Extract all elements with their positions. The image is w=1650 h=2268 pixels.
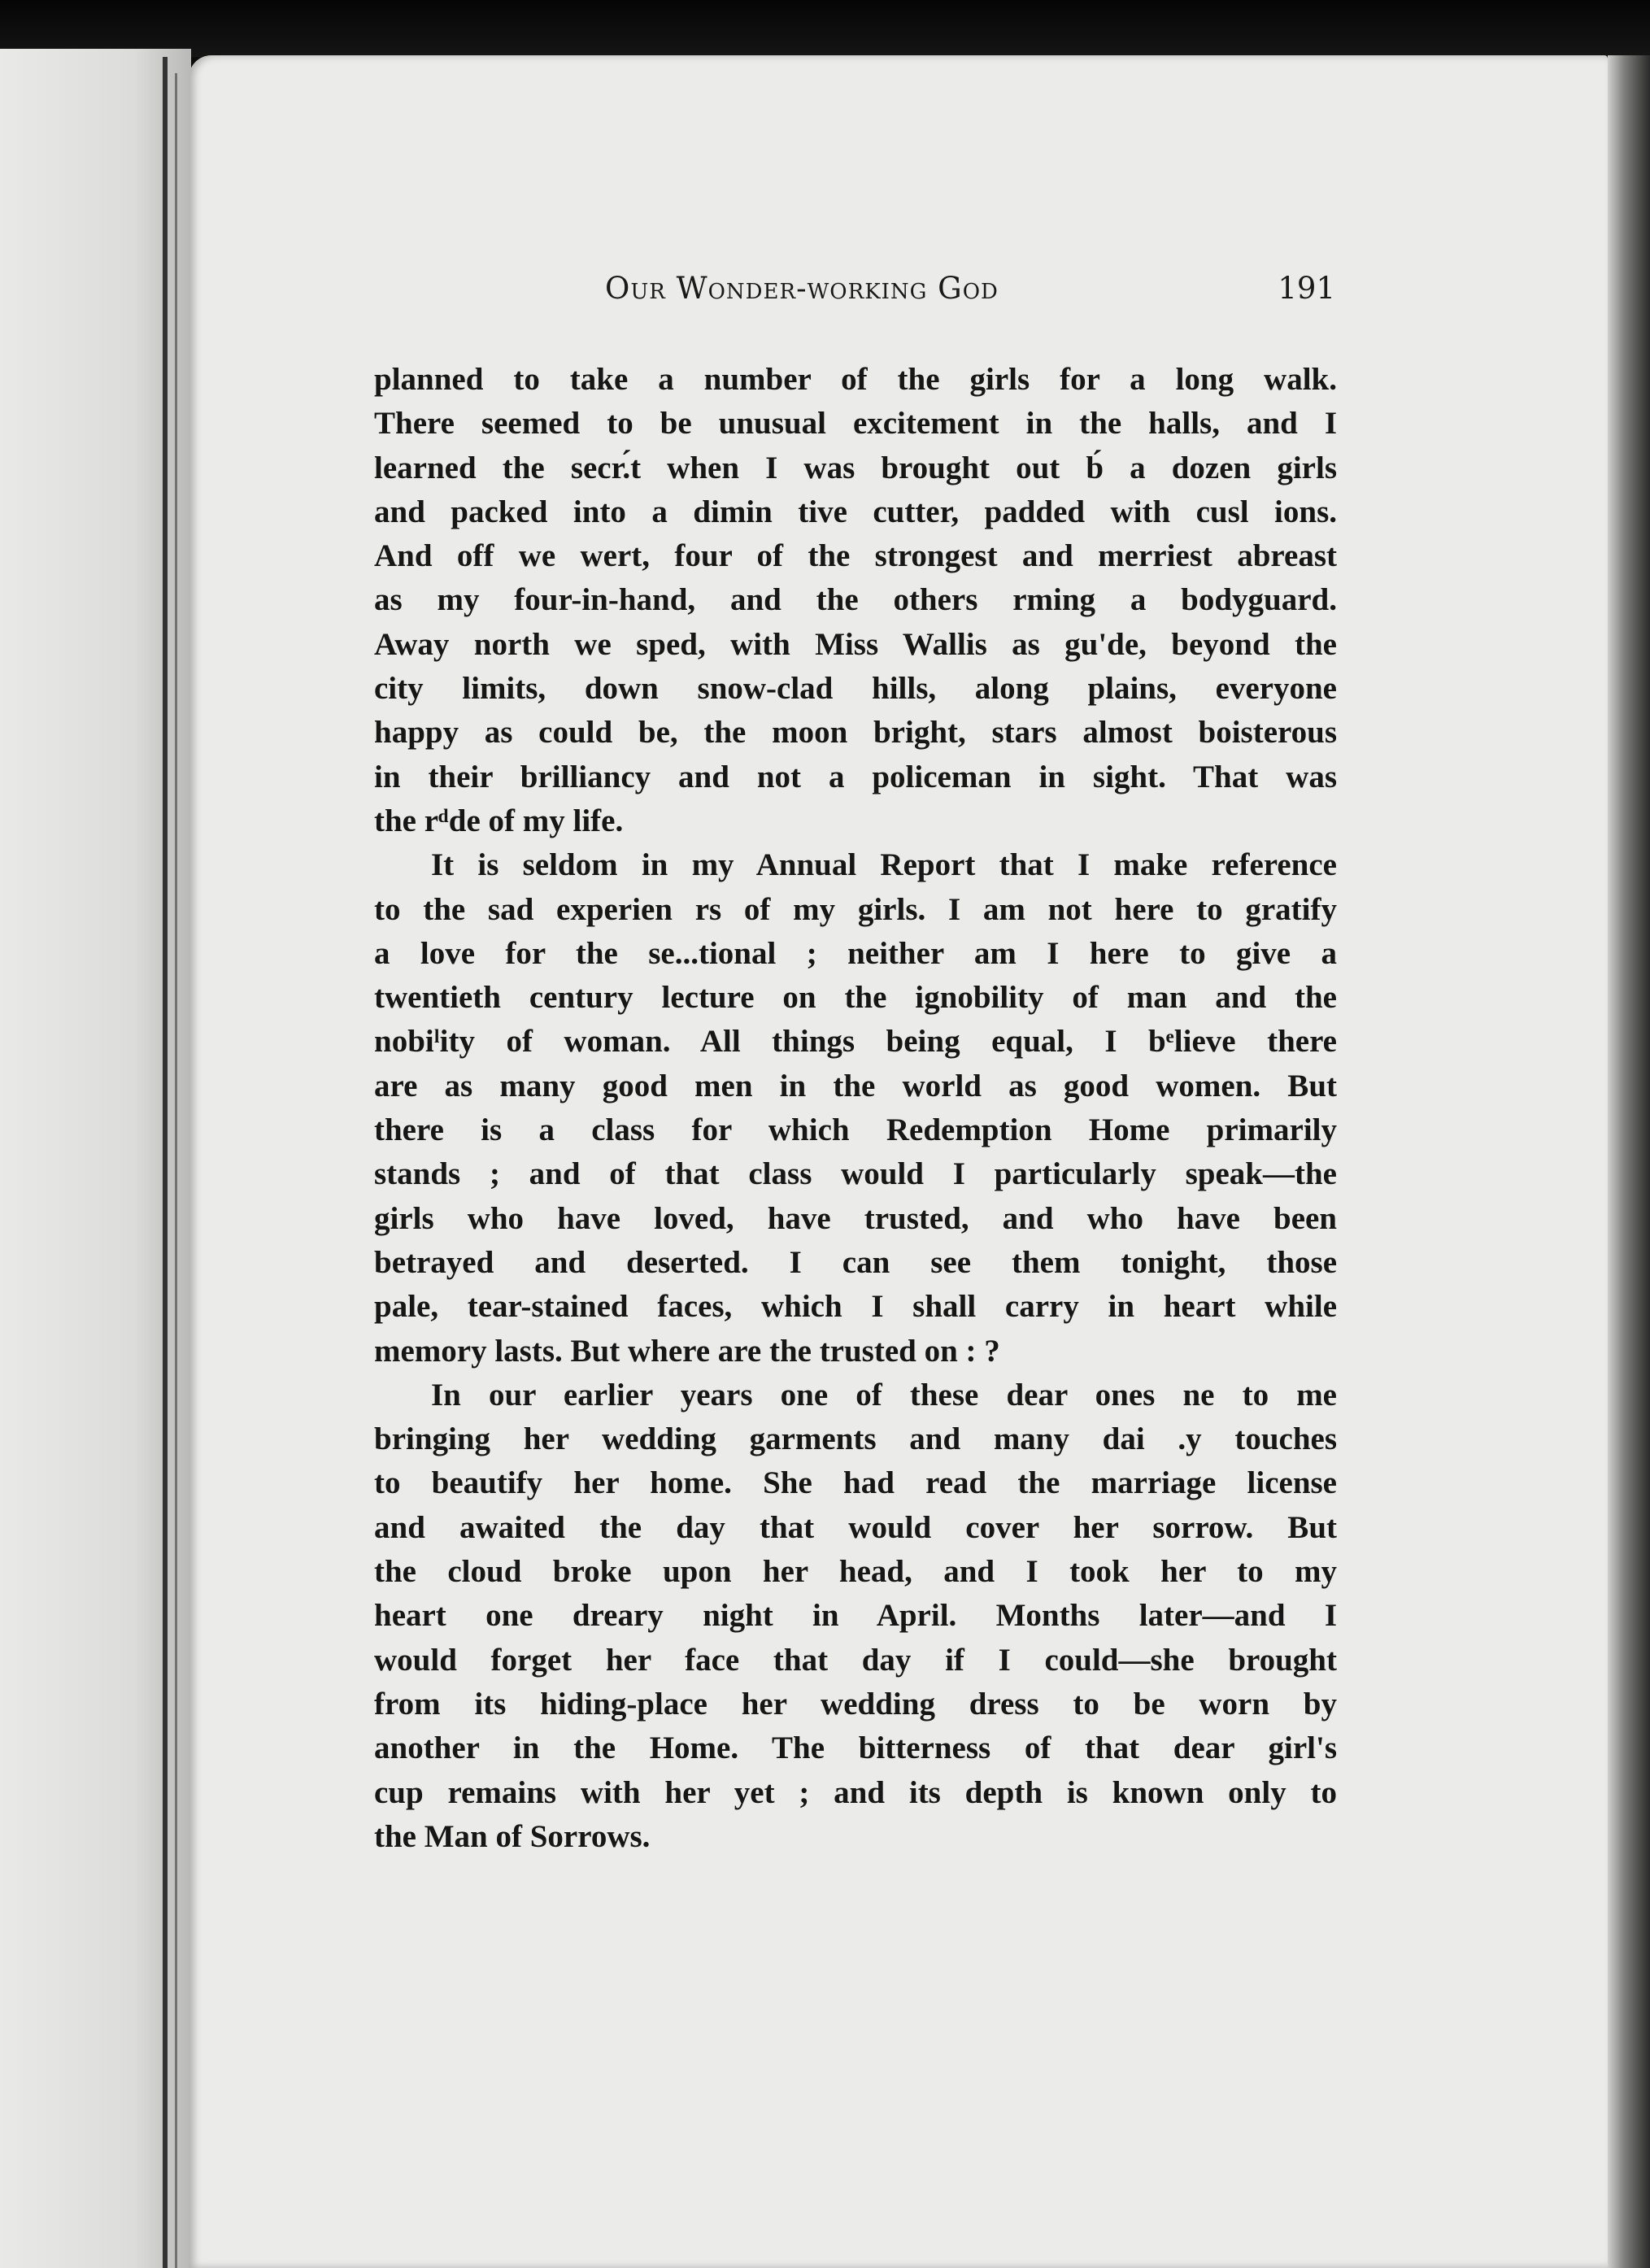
text-line: to beautify her home. She had read the marriage license: [374, 1465, 1337, 1501]
text-line: and awaited the day that would cover her sorrow. But: [374, 1509, 1337, 1545]
text-line: nobiˡity of woman. All things being equal, I bᵉlieve there: [374, 1024, 1337, 1060]
text-line: girls who have loved, have trusted, and who have been: [374, 1200, 1337, 1236]
text-line: heart one dreary night in April. Months later—and I: [374, 1598, 1337, 1634]
text-line: memory lasts. But where are the trusted on : ?: [374, 1333, 1000, 1369]
gutter-shadow-secondary: [175, 73, 177, 2268]
text-line: another in the Home. The bitterness of that dear girl's: [374, 1730, 1337, 1766]
text-line: the rᵈde of my life.: [374, 803, 624, 838]
text-line: from its hiding-place her wedding dress to be worn by: [374, 1686, 1337, 1722]
text-line: cup remains with her yet ; and its depth is known only to: [374, 1774, 1337, 1810]
gutter-shadow: [163, 57, 168, 2268]
text-line: pale, tear-stained faces, which I shall carry in heart while: [374, 1289, 1337, 1325]
text-line: In our earlier years one of these dear ones ne to me: [431, 1377, 1337, 1413]
text-line: there is a class for which Redemption Home primarily: [374, 1112, 1337, 1148]
text-line: the cloud broke upon her head, and I took her to my: [374, 1554, 1337, 1590]
text-line: the Man of Sorrows.: [374, 1818, 651, 1854]
page-right-edge: [1608, 55, 1650, 2268]
text-line: It is seldom in my Annual Report that I make reference: [431, 847, 1337, 883]
text-line: bringing her wedding garments and many dai .y touches: [374, 1421, 1337, 1457]
text-line: and packed into a dimin tive cutter, padded with cusl ions.: [374, 494, 1337, 529]
text-line: to the sad experien rs of my girls. I am not here to gratify: [374, 891, 1337, 927]
text-line: a love for the se...tional ; neither am I here to give a: [374, 935, 1337, 971]
text-line: And off we wert, four of the strongest and merriest abreast: [374, 538, 1337, 574]
text-line: city limits, down snow-clad hills, along plains, everyone: [374, 671, 1337, 707]
text-line: as my four-in-hand, and the others rming a bodyguard.: [374, 582, 1337, 618]
running-head: [376, 271, 1335, 320]
text-line: planned to take a number of the girls for a long walk.: [374, 362, 1337, 397]
text-line: twentieth century lecture on the ignobility of man and the: [374, 980, 1337, 1016]
text-line: stands ; and of that class would I particularly speak—the: [374, 1156, 1337, 1192]
running-head-title: Our Wonder-working God: [605, 271, 999, 306]
page-number: 191: [1278, 271, 1335, 306]
text-line: There seemed to be unusual excitement in the halls, and I: [374, 406, 1337, 442]
text-line: would forget her face that day if I could—she brought: [374, 1642, 1337, 1678]
text-line: happy as could be, the moon bright, stars almost boisterous: [374, 715, 1337, 751]
text-line: betrayed and deserted. I can see them tonight, those: [374, 1244, 1337, 1280]
text-line: are as many good men in the world as good women. But: [374, 1068, 1337, 1104]
scan-top-border: [0, 0, 1650, 57]
body-text: [374, 358, 1337, 1859]
text-line: Away north we sped, with Miss Wallis as gu'de, beyond the: [374, 626, 1337, 662]
text-line: learned the secr.́t when I was brought out b́ a dozen girls: [374, 450, 1337, 485]
text-line: in their brilliancy and not a policeman in sight. That was: [374, 759, 1337, 794]
